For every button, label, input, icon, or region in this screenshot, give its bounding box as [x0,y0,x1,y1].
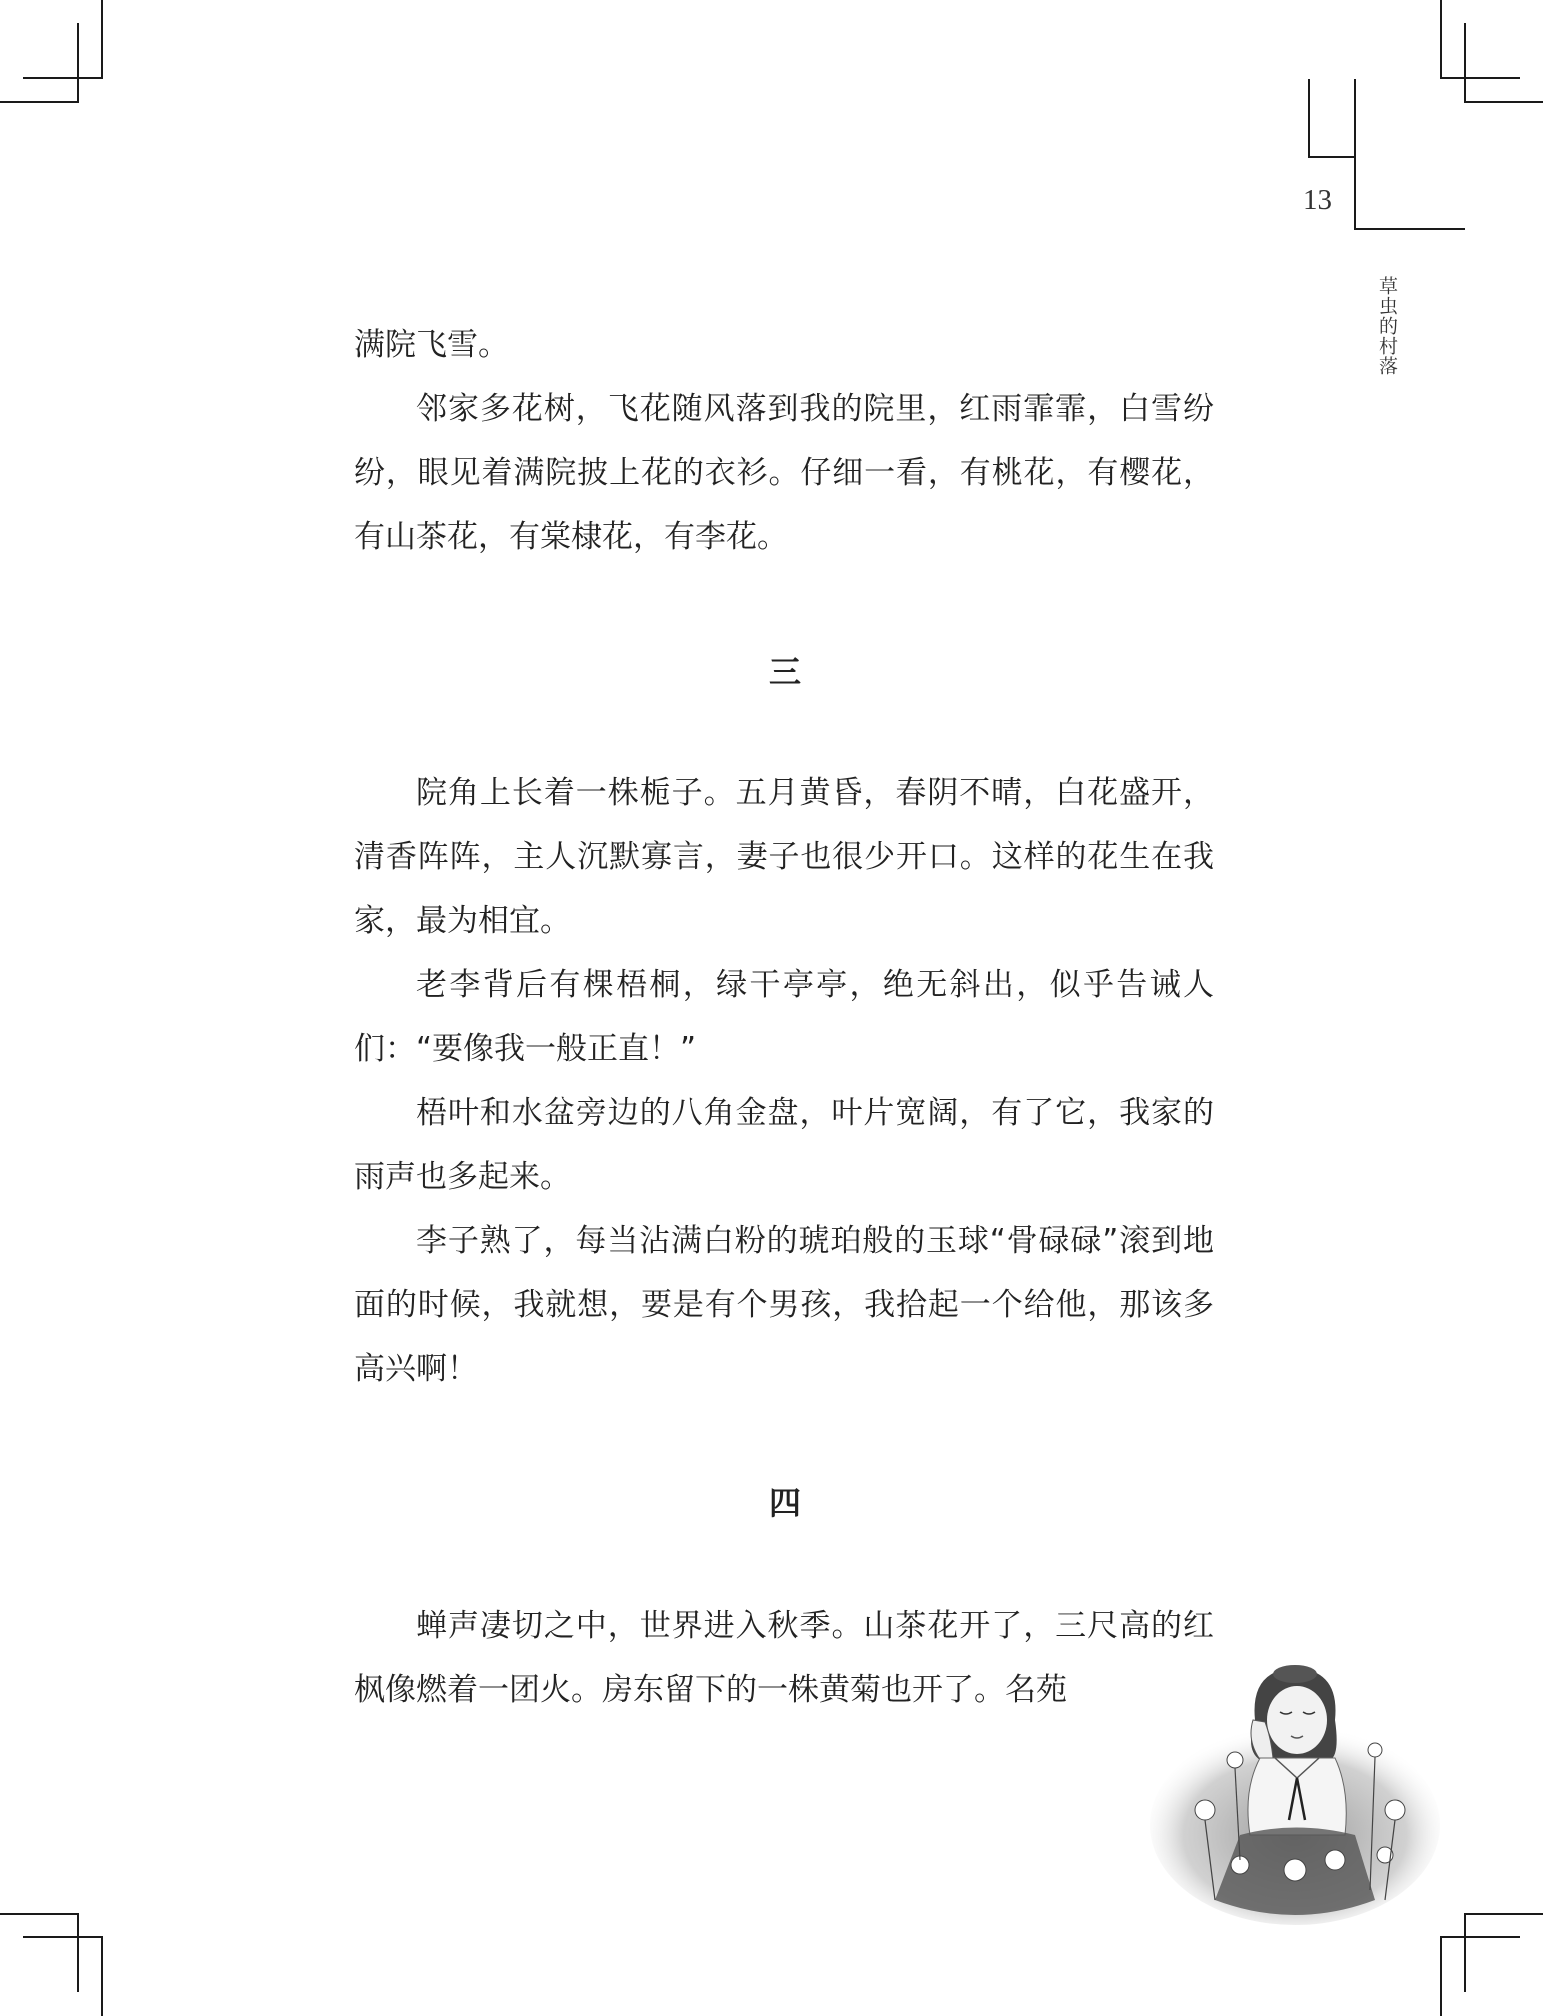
girl-in-flowers-illustration [1145,1660,1445,1930]
paragraph: 李子熟了，每当沾满白粉的琥珀般的玉球“骨碌碌”滚到地面的时候，我就想，要是有个男孩，我拾起一个给他，那该多高兴啊！ [354,1223,1214,1387]
paragraph: 邻家多花树，飞花随风落到我的院里，红雨霏霏，白雪纷纷，眼见着满院披上花的衣衫。仔细一看，有桃花，有樱花，有山茶花，有棠棣花，有李花。 [354,391,1214,555]
paragraph: 蝉声凄切之中，世界进入秋季。山茶花开了，三尺高的红枫像燃着一团火。房东留下的一株黄菊也开了。名苑 [354,1608,1214,1708]
running-title: 草虫的村落 [1376,276,1398,376]
paragraph: 梧叶和水盆旁边的八角金盘，叶片宽阔，有了它，我家的雨声也多起来。 [354,1095,1214,1195]
crop-mark [23,1936,103,1938]
crop-mark [1464,101,1543,103]
body-section-3 [354,761,1214,1401]
paragraph: 院角上长着一株栀子。五月黄昏，春阴不晴，白花盛开，清香阵阵，主人沉默寡言，妻子也很少开口。这样的花生在我家，最为相宜。 [354,775,1214,939]
crop-mark [0,101,79,103]
crop-mark [1440,0,1442,79]
crop-mark [23,77,103,79]
body-section-4 [354,1594,1214,1722]
section-heading: 四 [768,1484,801,1522]
crop-mark [1440,1936,1520,1938]
page-number-rule [1308,79,1310,158]
crop-mark [101,0,103,79]
page-number-rule [1308,156,1355,158]
crop-mark [1464,23,1466,103]
paragraph: 满院飞雪。 [354,327,509,363]
crop-mark [0,1913,79,1915]
crop-mark [101,1936,103,2016]
section-heading: 三 [768,653,801,691]
page-number-rule [1354,79,1356,230]
crop-mark [1440,1936,1442,2016]
crop-mark [77,1913,79,1992]
crop-mark [1464,1913,1543,1915]
page-number-rule [1354,228,1465,230]
body-section-2-tail [354,313,1214,569]
page-number: 13 [1303,184,1332,216]
crop-mark [77,23,79,103]
crop-mark [1464,1913,1466,1992]
paragraph: 老李背后有棵梧桐，绿干亭亭，绝无斜出，似乎告诫人们：“要像我一般正直！” [354,967,1214,1067]
crop-mark [1440,77,1520,79]
